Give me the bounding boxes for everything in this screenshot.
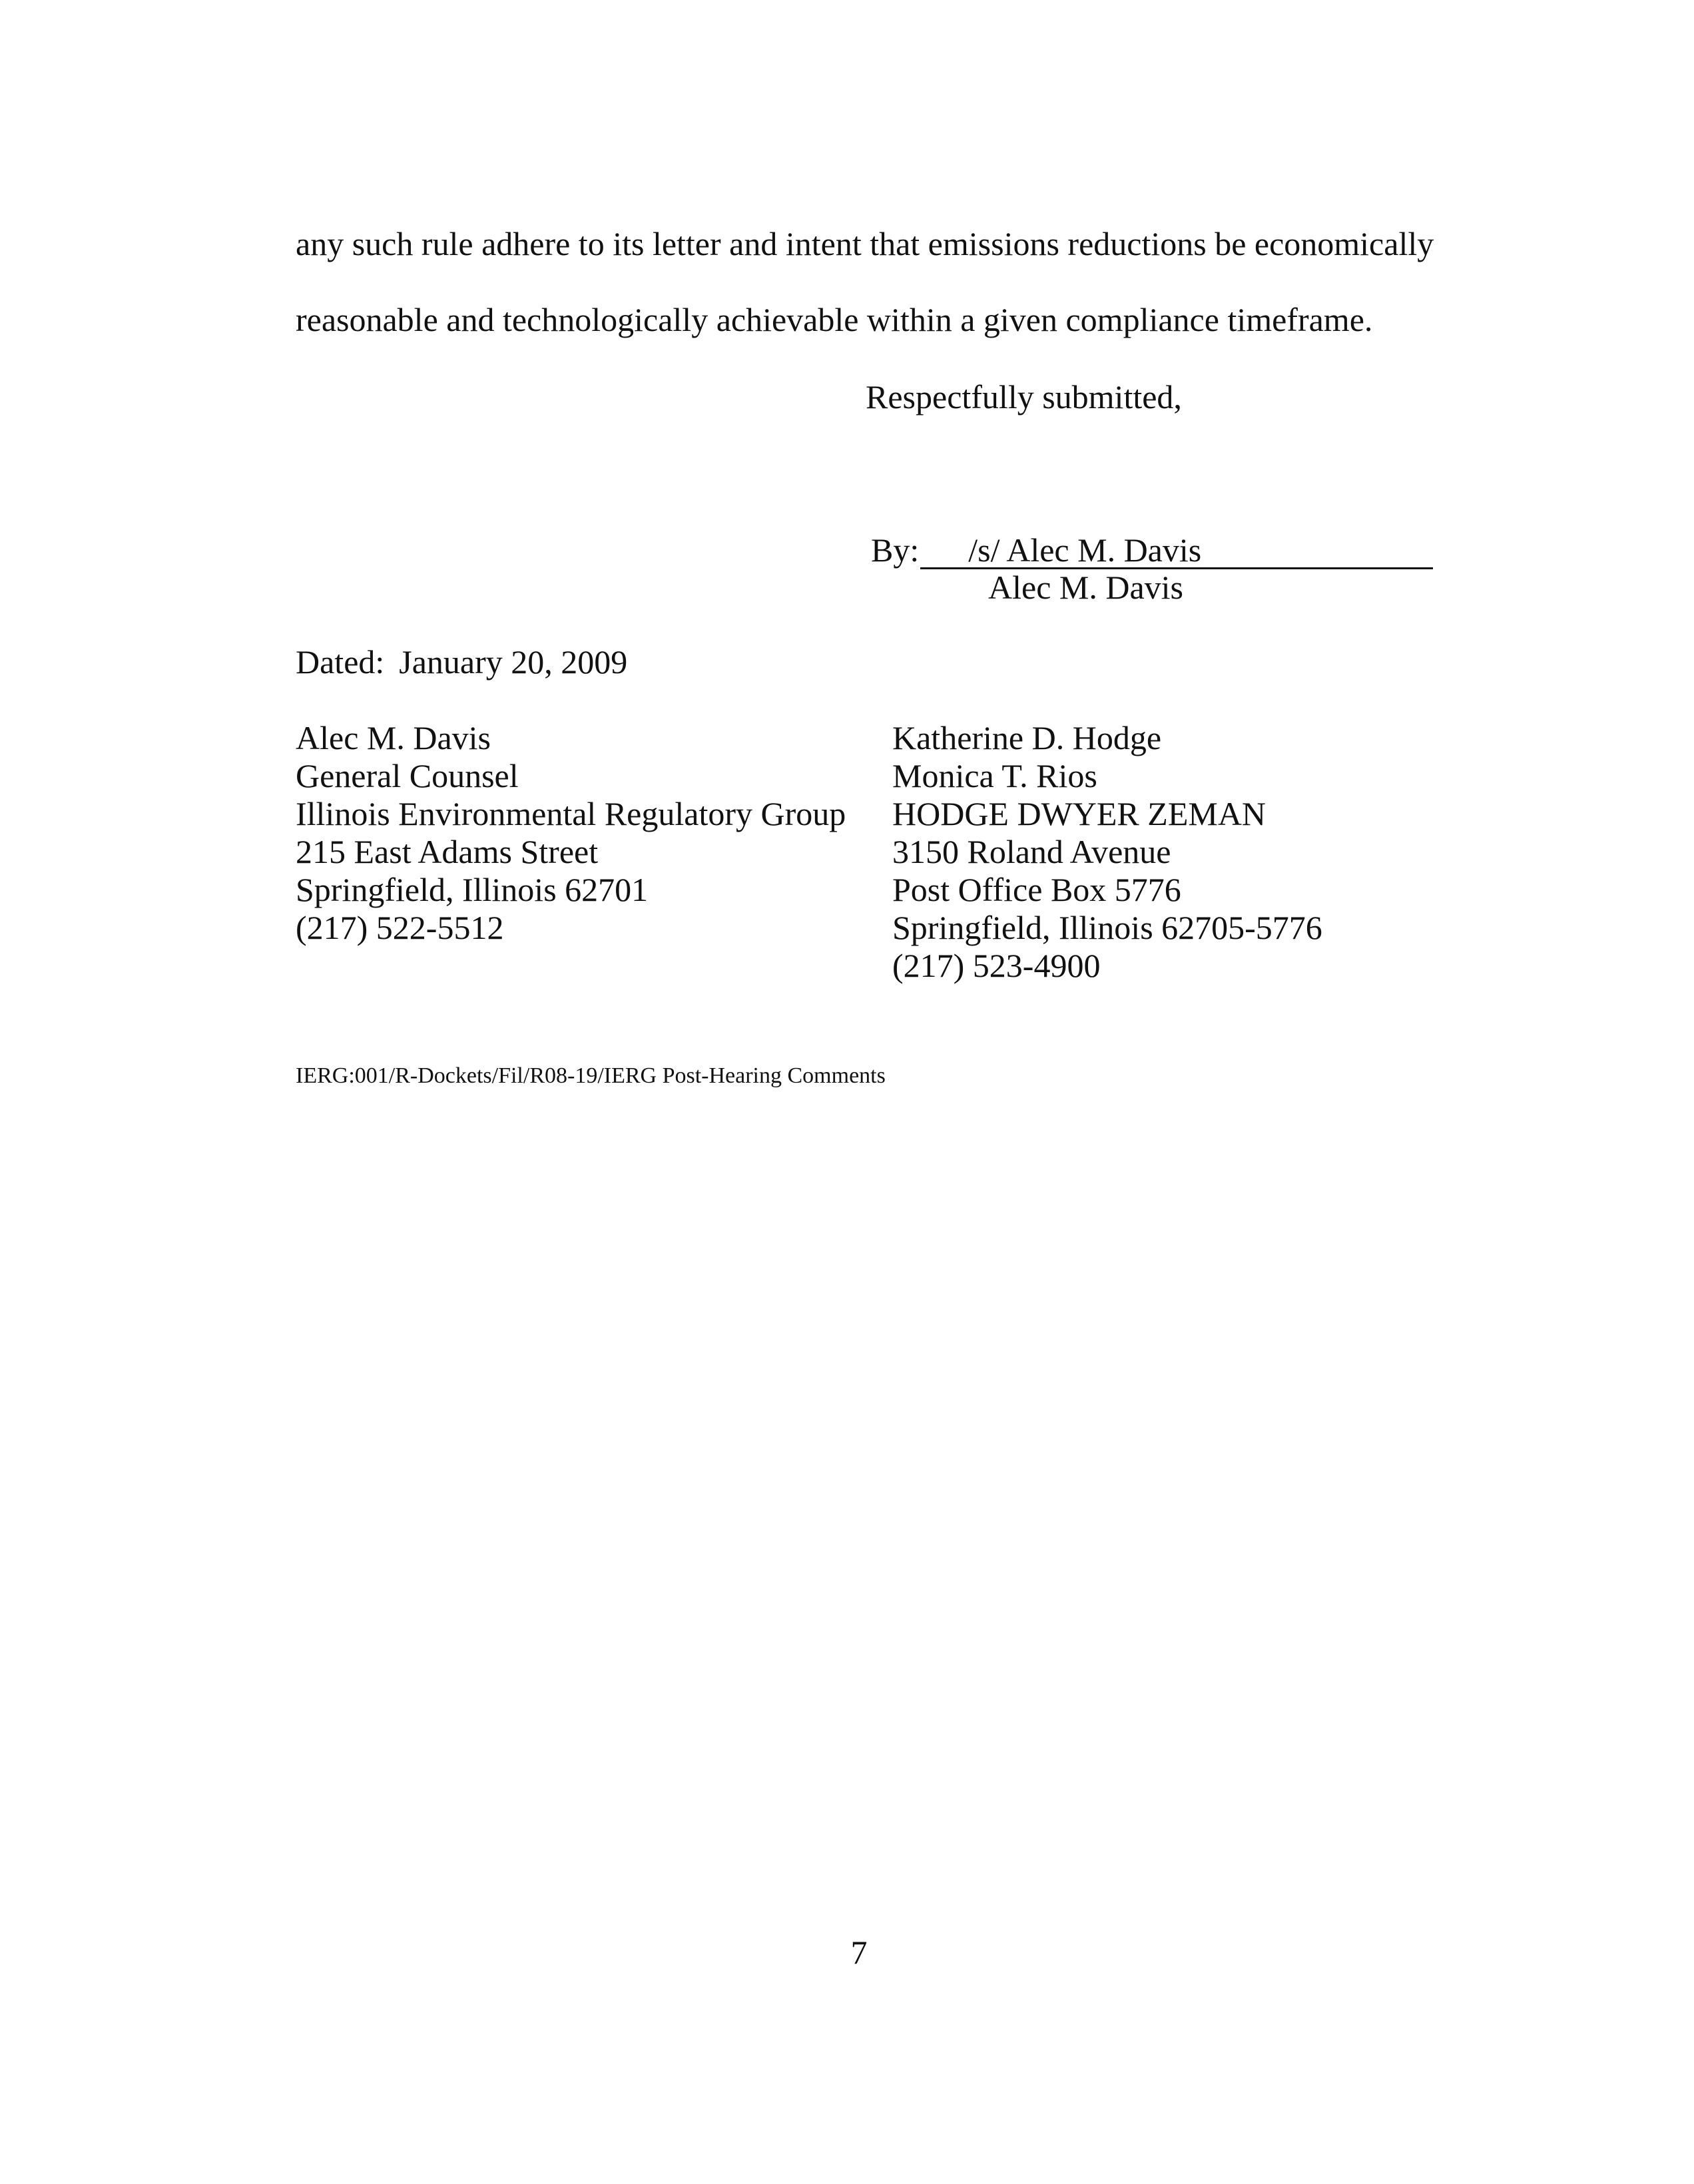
signer-printed-name: Alec M. Davis	[988, 569, 1183, 606]
document-reference-footer: IERG:001/R-Dockets/Fil/R08-19/IERG Post-Hearing Comments	[296, 1063, 886, 1088]
address-left-city: Springfield, Illinois 62701	[296, 871, 649, 908]
address-left-title: General Counsel	[296, 757, 519, 794]
signature-line	[920, 530, 1433, 569]
address-right-phone: (217) 523-4900	[892, 947, 1101, 984]
address-right-city: Springfield, Illinois 62705-5776	[892, 909, 1322, 946]
address-left-phone: (217) 522-5512	[296, 909, 504, 946]
body-text-line-2: reasonable and technologically achievable within a given compliance timeframe.	[296, 301, 1373, 338]
signature-block	[871, 530, 1433, 570]
dated-date: January 20, 2009	[399, 643, 628, 681]
address-block-right	[892, 719, 1322, 985]
address-right-firm: HODGE DWYER ZEMAN	[892, 795, 1267, 832]
body-text-line-1: any such rule adhere to its letter and intent that emissions reductions be economically	[296, 225, 1434, 262]
address-right-po-box: Post Office Box 5776	[892, 871, 1181, 908]
address-right-street: 3150 Roland Avenue	[892, 833, 1171, 870]
address-left-name: Alec M. Davis	[296, 719, 491, 756]
address-left-street: 215 East Adams Street	[296, 833, 599, 870]
dated-line	[296, 642, 627, 682]
electronic-signature: /s/ Alec M. Davis	[968, 531, 1202, 569]
address-block-left	[296, 719, 846, 947]
address-right-name-2: Monica T. Rios	[892, 757, 1097, 794]
closing-phrase: Respectfully submitted,	[866, 378, 1182, 415]
page-number: 7	[850, 1934, 868, 1971]
signature-prefix: By:	[871, 531, 920, 569]
address-right-name-1: Katherine D. Hodge	[892, 719, 1162, 756]
dated-label: Dated:	[296, 643, 385, 681]
address-left-organization: Illinois Environmental Regulatory Group	[296, 795, 846, 832]
